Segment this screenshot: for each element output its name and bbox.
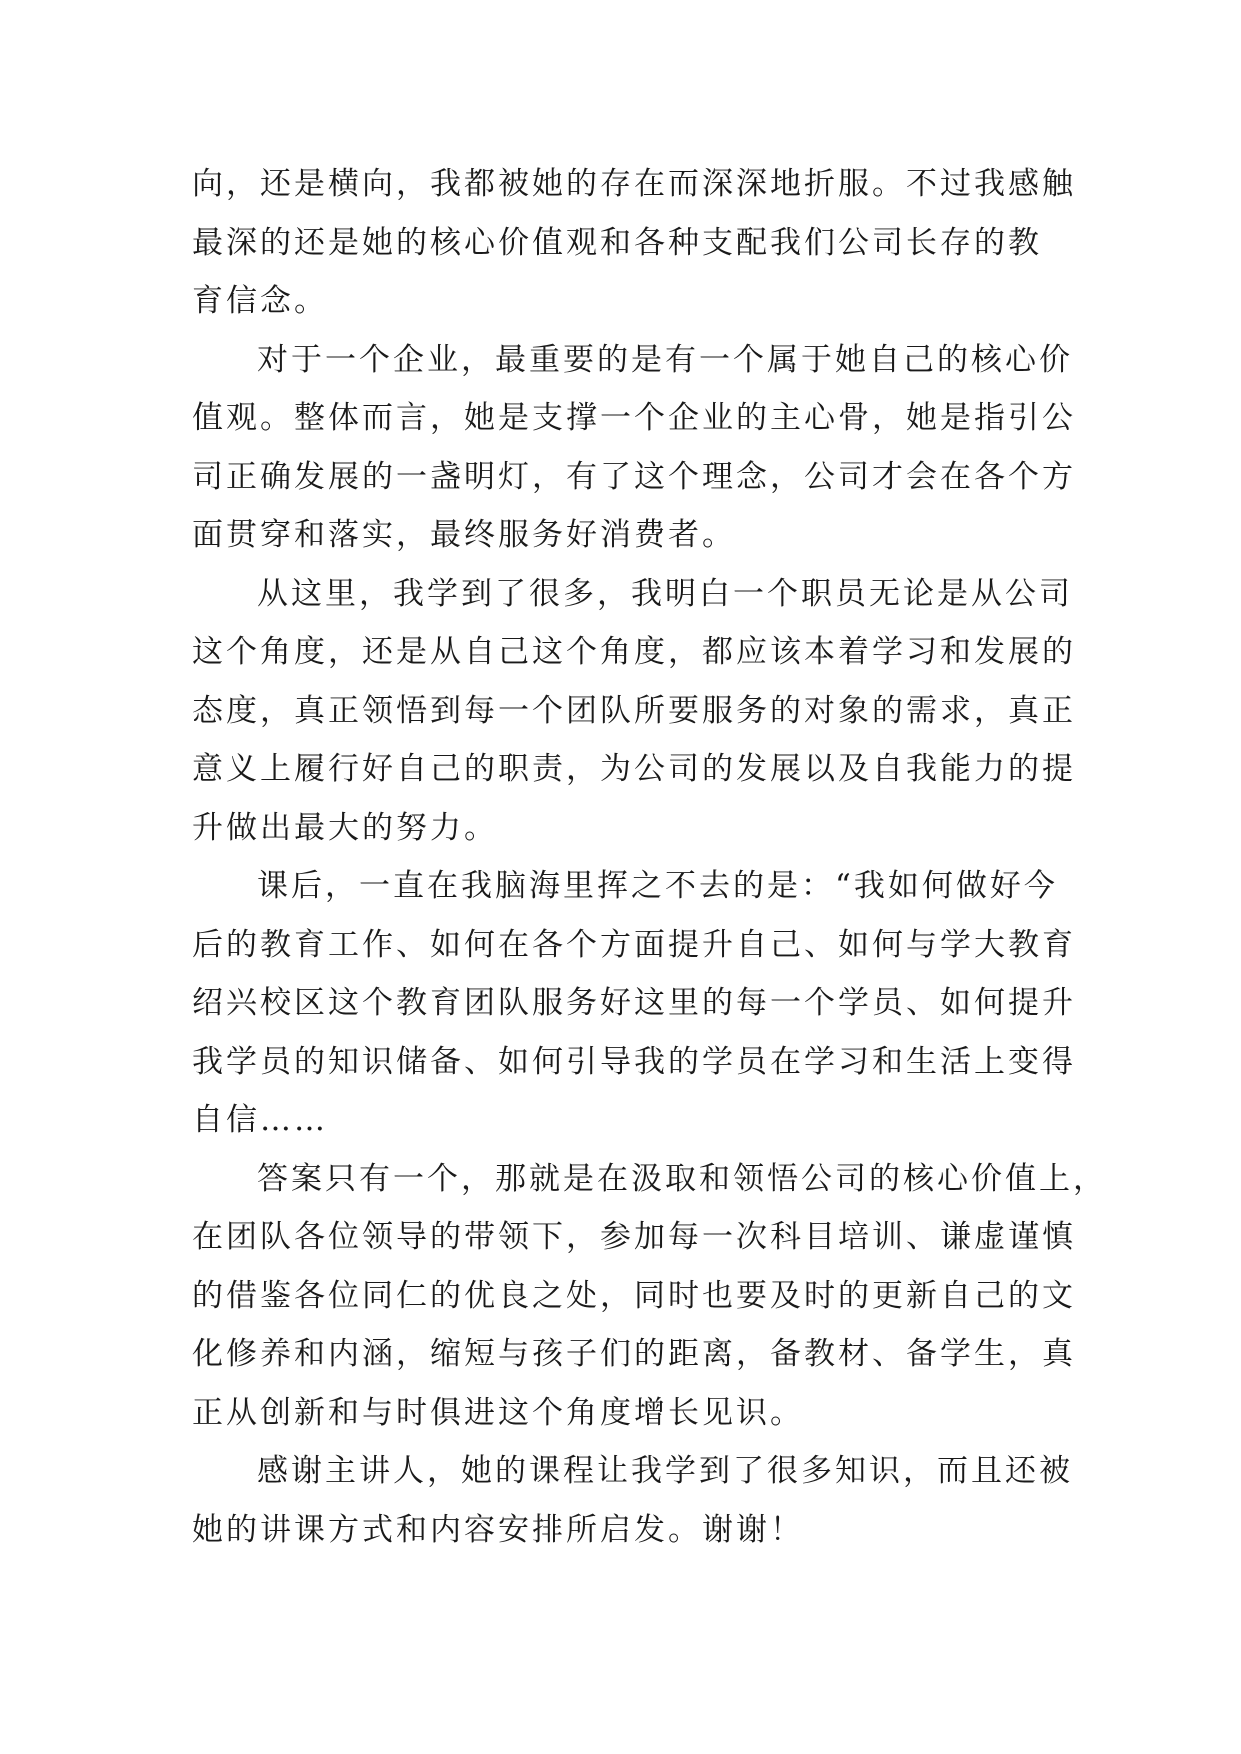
document-body [192, 155, 1107, 1559]
paragraph-3-line-4: 意义上履行好自己的职责，为公司的发展以及自我能力的提 [192, 751, 1076, 787]
paragraph-1-line-1: 向，还是横向，我都被她的存在而深深地折服。不过我感触 [192, 166, 1076, 202]
paragraph-4-line-3: 绍兴校区这个教育团队服务好这里的每一个学员、如何提升 [192, 985, 1076, 1021]
paragraph-2-line-3: 司正确发展的一盏明灯，有了这个理念，公司才会在各个方 [192, 458, 1076, 495]
paragraph-4-line-1: 课后，一直在我脑海里挥之不去的是：“我如何做好今 [257, 868, 1058, 904]
paragraph-4-line-4: 我学员的知识储备、如何引导我的学员在学习和生活上变得 [192, 1043, 1076, 1080]
paragraph-6-line-2: 她的讲课方式和内容安排所启发。谢谢！ [192, 1511, 804, 1548]
paragraph-2-line-4: 面贯穿和落实，最终服务好消费者。 [192, 517, 736, 553]
paragraph-5-line-1: 答案只有一个，那就是在汲取和领悟公司的核心价值上， [257, 1160, 1107, 1197]
paragraph-5-line-5: 正从创新和与时俱进这个角度增长见识。 [192, 1394, 804, 1431]
paragraph-4-line-2: 后的教育工作、如何在各个方面提升自己、如何与学大教育 [192, 926, 1076, 963]
paragraph-4-line-5: 自信…… [192, 1102, 328, 1138]
paragraph-6-line-1: 感谢主讲人，她的课程让我学到了很多知识，而且还被 [257, 1453, 1073, 1489]
paragraph-5-line-4: 化修养和内涵，缩短与孩子们的距离，备教材、备学生，真 [192, 1336, 1076, 1372]
paragraph-3-line-3: 态度，真正领悟到每一个团队所要服务的对象的需求，真正 [192, 692, 1076, 729]
paragraph-5-line-2: 在团队各位领导的带领下，参加每一次科目培训、谦虚谨慎 [192, 1219, 1076, 1255]
paragraph-2-line-2: 值观。整体而言，她是支撑一个企业的主心骨，她是指引公 [192, 400, 1076, 436]
paragraph-5-line-3: 的借鉴各位同仁的优良之处，同时也要及时的更新自己的文 [192, 1277, 1076, 1314]
paragraph-3-line-2: 这个角度，还是从自己这个角度，都应该本着学习和发展的 [192, 634, 1076, 670]
paragraph-3-line-1: 从这里，我学到了很多，我明白一个职员无论是从公司 [257, 575, 1073, 612]
paragraph-1-line-3: 育信念。 [192, 283, 328, 319]
paragraph-2-line-1: 对于一个企业，最重要的是有一个属于她自己的核心价 [257, 341, 1073, 378]
paragraph-1-line-2: 最深的还是她的核心价值观和各种支配我们公司长存的教 [192, 224, 1042, 261]
paragraph-3-line-5: 升做出最大的努力。 [192, 809, 498, 846]
